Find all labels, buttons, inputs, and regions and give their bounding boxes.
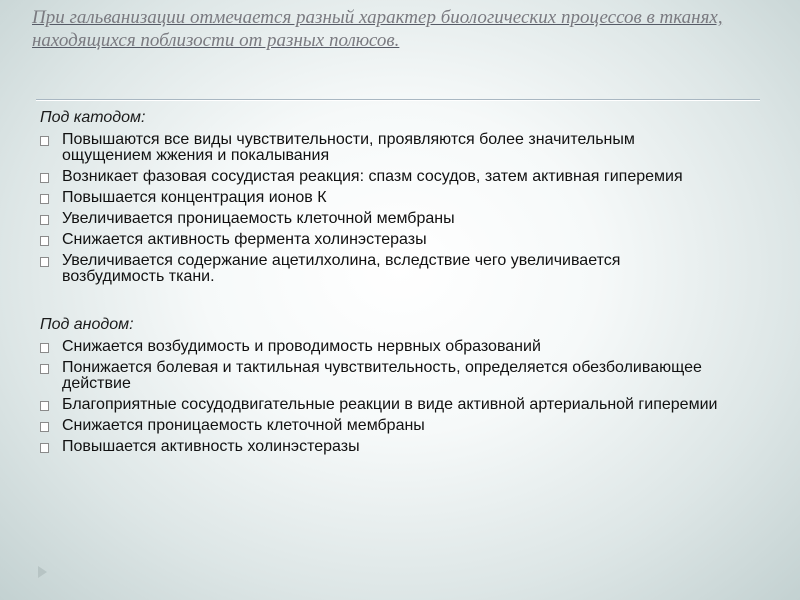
list-item-text: Возникает фазовая сосудистая реакция: спазм сосудов, затем активная гиперемия: [62, 168, 683, 185]
list-item: [40, 169, 720, 185]
list-item: [40, 360, 720, 392]
list-item-text: Повышается активность холинэстеразы: [62, 438, 360, 455]
square-bullet-icon: [40, 236, 49, 246]
square-bullet-icon: [40, 194, 49, 204]
list-item-text: Понижается болевая и тактильная чувствительность, определяется обезболивающее действие: [62, 359, 702, 392]
list-item-text: Повышаются все виды чувствительности, проявляются более значительным ощущением жжения и покалывания: [62, 131, 635, 164]
list-item-text: Снижается возбудимость и проводимость нервных образований: [62, 338, 541, 355]
list-item: [40, 439, 720, 455]
square-bullet-icon: [40, 364, 49, 374]
list-item: [40, 397, 720, 413]
list-item: [40, 232, 720, 248]
square-bullet-icon: [40, 136, 49, 146]
list-item: [40, 211, 720, 227]
next-slide-arrow-icon[interactable]: [38, 566, 47, 578]
square-bullet-icon: [40, 257, 49, 267]
list-item-text: Повышается концентрация ионов К: [62, 189, 327, 206]
square-bullet-icon: [40, 215, 49, 225]
anode-heading: Под анодом:: [40, 316, 134, 333]
square-bullet-icon: [40, 401, 49, 411]
title-divider: [36, 99, 760, 101]
anode-list: [40, 339, 720, 455]
list-item: [40, 339, 720, 355]
square-bullet-icon: [40, 443, 49, 453]
list-item: [40, 418, 720, 434]
list-item: [40, 253, 720, 285]
cathode-heading: Под катодом:: [40, 109, 146, 126]
list-item-text: Благоприятные сосудодвигательные реакции в виде активной артериальной гиперемии: [62, 396, 718, 413]
list-item-text: Увеличивается содержание ацетилхолина, вследствие чего увеличивается возбудимость ткани.: [62, 252, 621, 285]
list-item-text: Снижается активность фермента холинэстеразы: [62, 231, 427, 248]
cathode-list: [40, 132, 720, 285]
square-bullet-icon: [40, 422, 49, 432]
list-item: [40, 190, 720, 206]
square-bullet-icon: [40, 343, 49, 353]
slide-title: При гальванизации отмечается разный характер биологических процессов в тканях, находящихся поблизости от разных полюсов.: [32, 7, 723, 51]
slide-content: [40, 108, 720, 460]
list-item: [40, 132, 720, 164]
section-spacer: [40, 290, 720, 315]
square-bullet-icon: [40, 173, 49, 183]
list-item-text: Увеличивается проницаемость клеточной мембраны: [62, 210, 455, 227]
list-item-text: Снижается проницаемость клеточной мембраны: [62, 417, 425, 434]
